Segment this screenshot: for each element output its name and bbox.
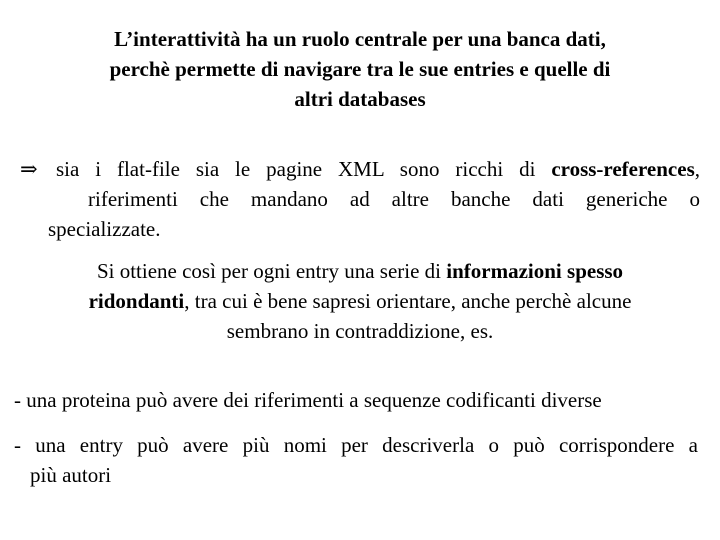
bold-term: ridondanti (88, 289, 185, 313)
cross-references-paragraph (20, 154, 700, 244)
paragraph-line: specializzate. (48, 217, 161, 241)
implies-arrow-icon: ⇒ (20, 157, 38, 181)
heading-line-2: perchè permette di navigare tra le sue entries e quelle di (109, 57, 611, 81)
slide-heading (40, 24, 680, 114)
paragraph-line (20, 256, 700, 286)
heading-line-1: L’interattività ha un ruolo centrale per una banca dati, (114, 27, 606, 51)
paragraph-line (20, 154, 700, 184)
redundant-info-paragraph (20, 256, 700, 346)
text-run: , tra cui è bene sapresi orientare, anche perchè alcune (184, 289, 632, 313)
text-run: , (694, 157, 700, 181)
bullet-item-2 (14, 430, 698, 490)
text-run: Si ottiene così per ogni entry una serie di (96, 259, 447, 283)
bullet-line: - una entry può avere più nomi per descriverla o può corrispondere a (14, 433, 698, 457)
paragraph-line (20, 286, 700, 316)
bullet-item-1: - una proteina può avere dei riferimenti a sequenze codificanti diverse (14, 388, 602, 412)
bold-term: informazioni spesso (446, 259, 624, 283)
text-run: sia i flat-file sia le pagine XML sono ricchi di (56, 157, 552, 181)
bold-term: cross-references (551, 157, 695, 181)
bullet-line: più autori (30, 463, 112, 487)
paragraph-line: riferimenti che mandano ad altre banche dati generiche o (88, 187, 700, 211)
paragraph-line: sembrano in contraddizione, es. (226, 319, 494, 343)
heading-line-3: altri databases (294, 87, 426, 111)
